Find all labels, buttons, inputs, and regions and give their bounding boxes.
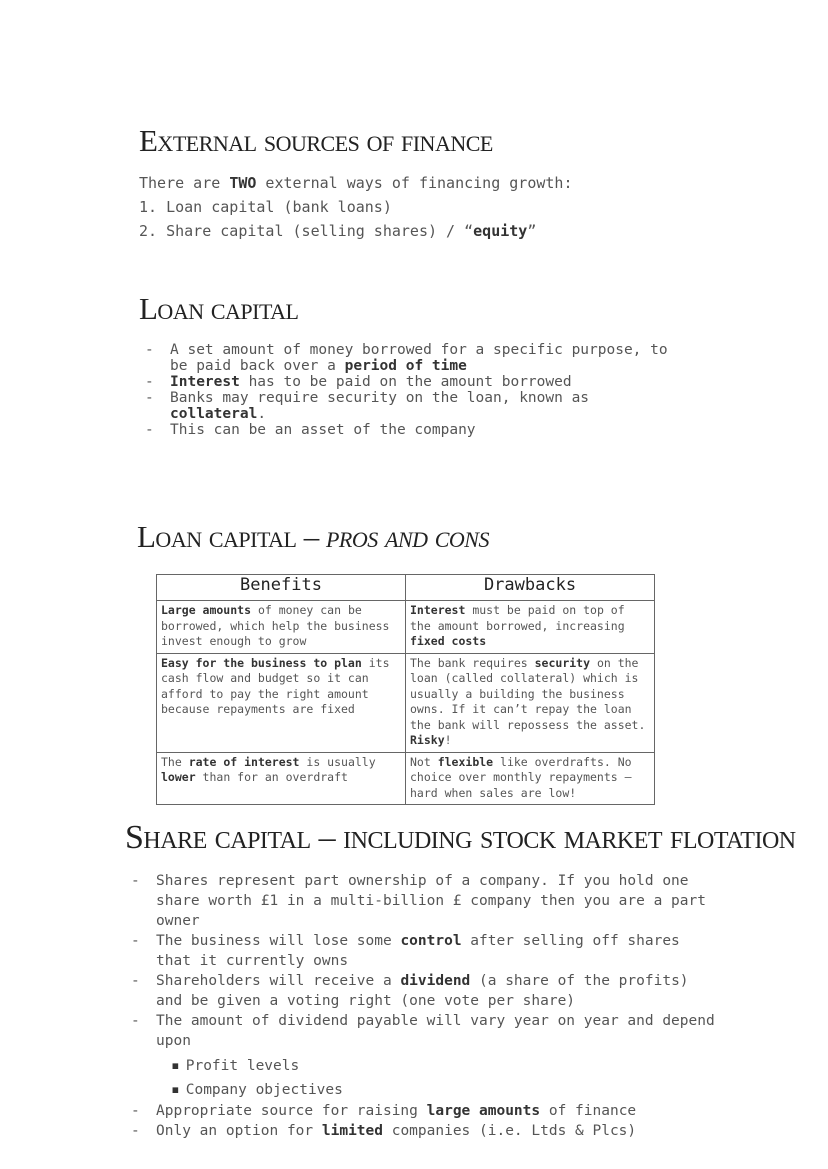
- loan-capital-heading: Loan capital: [139, 291, 299, 326]
- list-item: 1. Loan capital (bank loans): [139, 198, 392, 216]
- table-cell: Large amounts of money can be borrowed, which help the business invest enough to grow: [157, 601, 406, 654]
- list-item: 2. Share capital (selling shares) / “equity”: [139, 222, 537, 240]
- table-row: [157, 752, 655, 805]
- list-item: - This can be an asset of the company: [170, 422, 668, 438]
- external-finance-heading: External sources of finance: [139, 123, 493, 158]
- table-cell: Not flexible like overdrafts. No choice over monthly repayments – hard when sales are low!: [406, 752, 655, 805]
- list-item: - A set amount of money borrowed for a specific purpose, to be paid back over a period of time: [170, 342, 668, 374]
- external-intro: There are TWO external ways of financing growth:: [139, 174, 573, 192]
- table-row: [157, 601, 655, 654]
- share-capital-bullets: [156, 871, 715, 1051]
- list-item: - Interest has to be paid on the amount borrowed: [170, 374, 668, 390]
- drawbacks-header: Drawbacks: [406, 575, 655, 601]
- dividend-factors-list: [171, 1054, 343, 1102]
- table-cell: Easy for the business to plan its cash flow and budget so it can afford to pay the right amount because repayments are fixed: [157, 653, 406, 752]
- list-item: - Banks may require security on the loan, known as collateral.: [170, 390, 668, 422]
- list-item: - Appropriate source for raising large amounts of finance: [156, 1101, 636, 1121]
- table-cell: The rate of interest is usually lower than for an overdraft: [157, 752, 406, 805]
- pros-cons-table: [156, 574, 655, 805]
- table-cell: Interest must be paid on top of the amount borrowed, increasing fixed costs: [406, 601, 655, 654]
- list-item: ▪ Profit levels: [171, 1054, 343, 1078]
- benefits-header: Benefits: [157, 575, 406, 601]
- list-item: - Shares represent part ownership of a company. If you hold one share worth £1 in a multi-billion £ company then you are a part owner: [156, 871, 715, 931]
- pros-cons-heading: Loan capital – pros and cons: [137, 519, 489, 554]
- table-row: [157, 653, 655, 752]
- share-capital-heading: Share capital – including stock market flotation: [125, 819, 796, 856]
- table-header-row: [157, 575, 655, 601]
- external-ways-list: [139, 195, 536, 243]
- list-item: - Only an option for limited companies (i.e. Ltds & Plcs): [156, 1121, 636, 1141]
- list-item: - The business will lose some control after selling off shares that it currently owns: [156, 931, 715, 971]
- list-item: ▪ Company objectives: [171, 1078, 343, 1102]
- list-item: - Shareholders will receive a dividend (a share of the profits) and be given a voting right (one vote per share): [156, 971, 715, 1011]
- loan-capital-bullets: [170, 342, 668, 438]
- list-item: - The amount of dividend payable will vary year on year and depend upon: [156, 1011, 715, 1051]
- share-capital-bullets-2: [156, 1101, 636, 1141]
- table-cell: The bank requires security on the loan (called collateral) which is usually a building the business owns. If it can’t repay the loan the bank will repossess the asset. Risky!: [406, 653, 655, 752]
